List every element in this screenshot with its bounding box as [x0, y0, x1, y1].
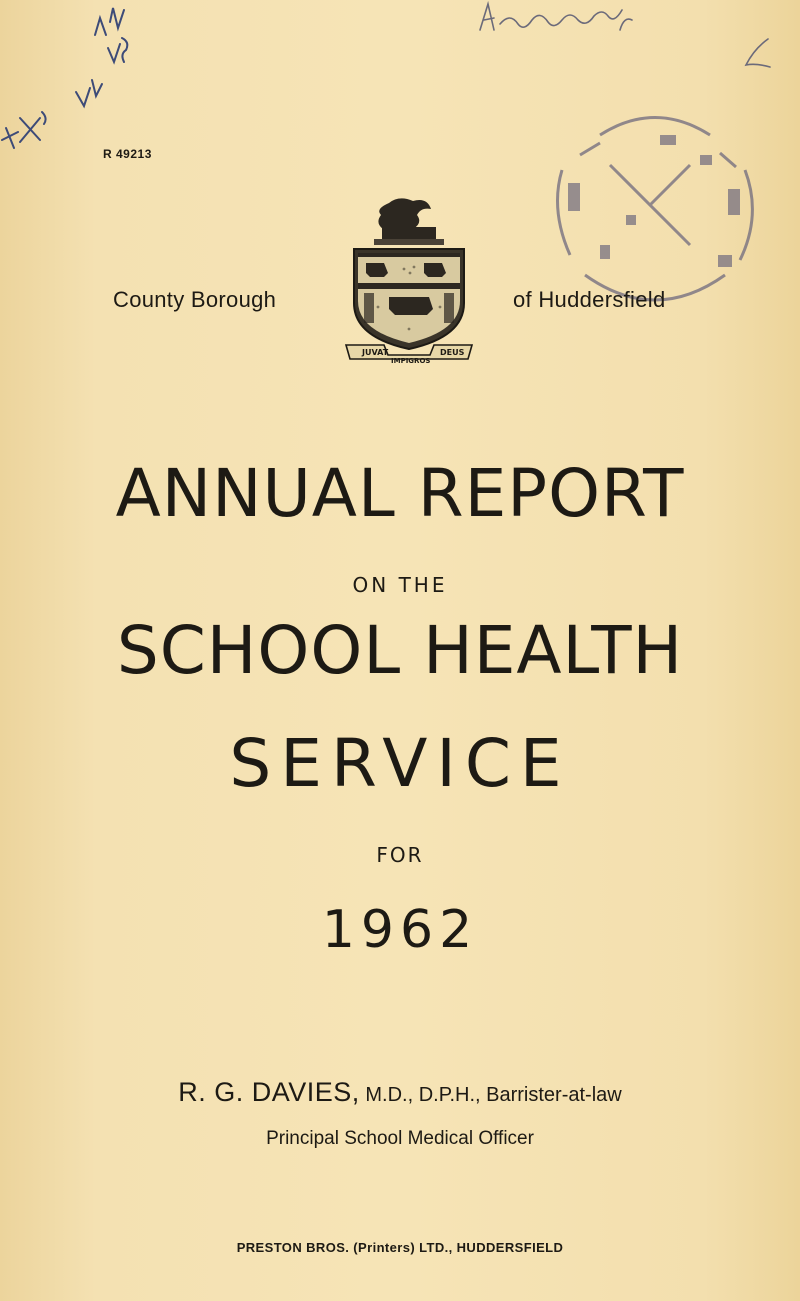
title-annual-report: ANNUAL REPORT: [115, 455, 685, 532]
title-on-the: ON THE: [352, 573, 448, 597]
report-year: 1962: [321, 900, 479, 960]
reference-number: R 49213: [103, 147, 152, 161]
author-role: Principal School Medical Officer: [266, 1128, 534, 1149]
header-county-borough: County Borough: [113, 287, 277, 312]
crest-motto-left: JUVAT: [362, 348, 389, 357]
pencil-signature: [470, 0, 670, 45]
header-of-huddersfield: of Huddersfield: [513, 287, 666, 312]
printer-imprint: PRESTON BROS. (Printers) LTD., HUDDERSFIELD: [236, 1240, 564, 1255]
pencil-mark: [740, 35, 780, 75]
author-name: R. G. DAVIES,: [178, 1077, 360, 1107]
pencil-scribble: [0, 0, 170, 150]
title-school-health: SCHOOL HEALTH: [116, 612, 684, 689]
coat-of-arms-icon: [344, 193, 474, 365]
crest-motto-center: IMPIGROS: [391, 357, 431, 365]
author-line: [0, 1077, 800, 1108]
crest-motto-right: DEUS: [440, 348, 465, 357]
title-for: FOR: [376, 843, 424, 867]
author-credentials: M.D., D.P.H., Barrister-at-law: [365, 1084, 622, 1106]
title-service: SERVICE: [229, 725, 571, 802]
